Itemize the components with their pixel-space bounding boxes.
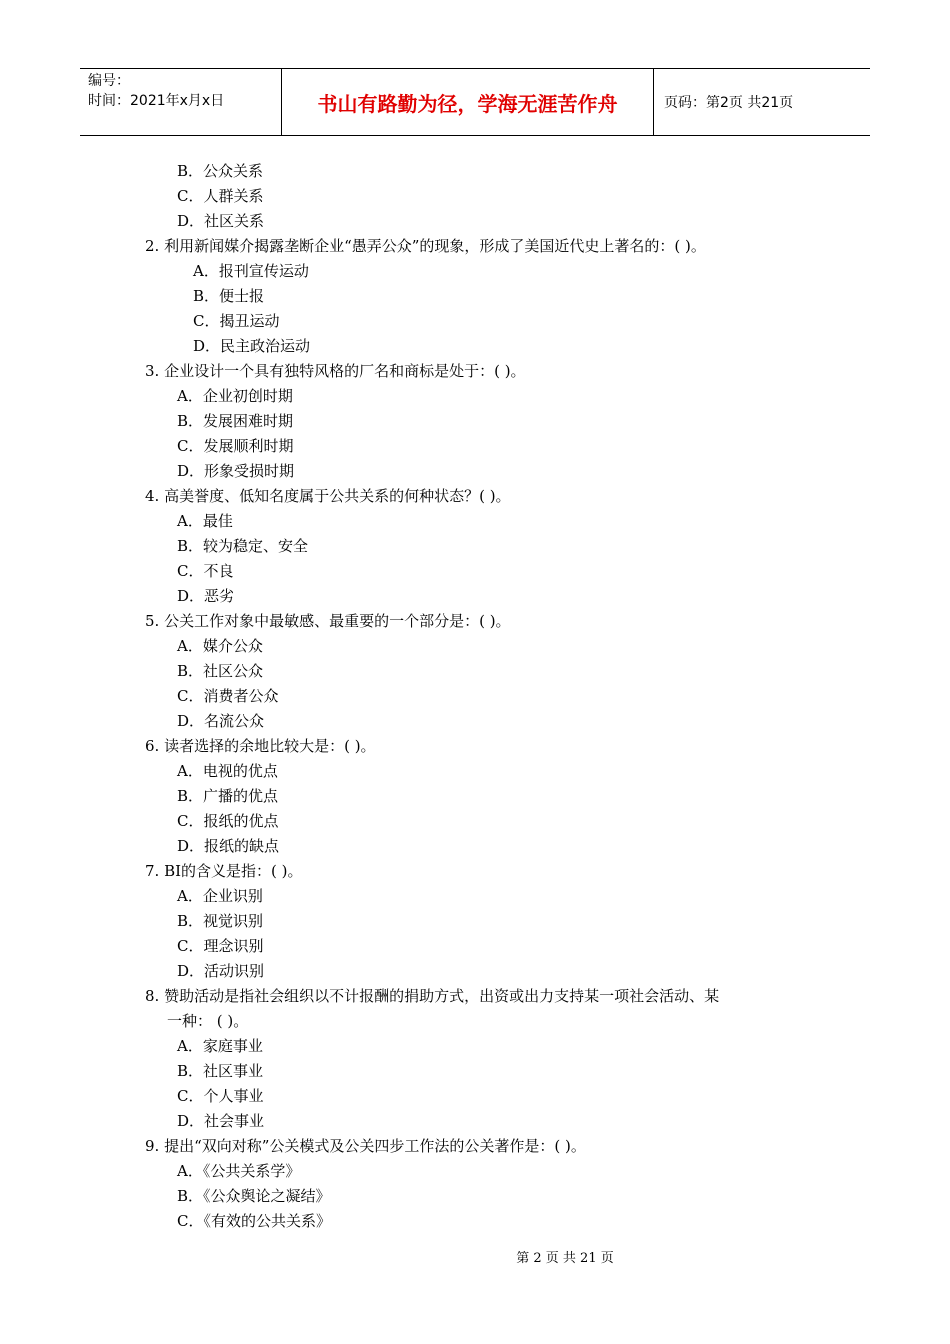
- serial-label: 编号：: [88, 73, 130, 89]
- option-line: B．较为稳定、安全: [177, 537, 309, 555]
- page-header: [80, 68, 870, 136]
- question-line: 7. BI的含义是指：( )。: [145, 862, 303, 880]
- option-line: D．名流公众: [177, 712, 265, 730]
- option-line: B．社区事业: [177, 1062, 264, 1080]
- option-line: D．形象受损时期: [177, 462, 295, 480]
- question-line: 8. 赞助活动是指社会组织以不计报酬的捐助方式，出资或出力支持某一项社会活动、某: [145, 987, 720, 1005]
- option-line: D．报纸的缺点: [177, 837, 280, 855]
- option-line: A．报刊宣传运动: [193, 262, 309, 280]
- option-line: A．《公共关系学》: [177, 1162, 301, 1180]
- question-line: 3. 企业设计一个具有独特风格的厂名和商标是处于：( )。: [145, 362, 526, 380]
- option-line: C．人群关系: [177, 187, 264, 205]
- option-line: C．不良: [177, 562, 234, 580]
- option-line: A．最佳: [177, 512, 233, 530]
- option-line: B．公众关系: [177, 162, 264, 180]
- option-line: D．恶劣: [177, 587, 235, 605]
- option-line: B．发展困难时期: [177, 412, 294, 430]
- option-line: C．揭丑运动: [193, 312, 280, 330]
- option-line: A．电视的优点: [177, 762, 278, 780]
- option-line: B．便士报: [193, 287, 265, 305]
- question-line-continued: 一种： ( )。: [167, 1012, 249, 1030]
- question-line: 6. 读者选择的余地比较大是：( )。: [145, 737, 376, 755]
- option-line: A．企业识别: [177, 887, 263, 905]
- option-line: C．发展顺利时期: [177, 437, 294, 455]
- option-line: A．企业初创时期: [177, 387, 293, 405]
- option-line: D．社区关系: [177, 212, 265, 230]
- option-line: D．民主政治运动: [193, 337, 311, 355]
- question-line: 5. 公关工作对象中最敏感、最重要的一个部分是：( )。: [145, 612, 511, 630]
- time-label: 时间：2021年x月x日: [88, 93, 225, 109]
- option-line: A．家庭事业: [177, 1037, 263, 1055]
- option-line: A．媒介公众: [177, 637, 263, 655]
- option-line: B．视觉识别: [177, 912, 264, 930]
- option-line: C．个人事业: [177, 1087, 264, 1105]
- option-line: D．社会事业: [177, 1112, 265, 1130]
- option-line: B．社区公众: [177, 662, 264, 680]
- option-line: C．理念识别: [177, 937, 264, 955]
- question-line: 2. 利用新闻媒介揭露垄断企业“愚弄公众”的现象，形成了美国近代史上著名的：( )。: [145, 237, 706, 255]
- header-meta: [80, 69, 282, 135]
- option-line: C．消费者公众: [177, 687, 279, 705]
- option-line: B．广播的优点: [177, 787, 279, 805]
- question-line: 9. 提出“双向对称”公关模式及公关四步工作法的公关著作是：( )。: [145, 1137, 586, 1155]
- option-line: C．报纸的优点: [177, 812, 279, 830]
- header-motto: 书山有路勤为径，学海无涯苦作舟: [282, 69, 654, 135]
- header-page-info: 页码：第2页 共21页: [664, 95, 794, 111]
- question-line: 4. 高美誉度、低知名度属于公共关系的何种状态？( )。: [145, 487, 511, 505]
- option-line: C．《有效的公共关系》: [177, 1212, 331, 1230]
- option-line: D．活动识别: [177, 962, 265, 980]
- option-line: B．《公众舆论之凝结》: [177, 1187, 331, 1205]
- page-footer: 第 2 页 共 21 页: [516, 1251, 614, 1266]
